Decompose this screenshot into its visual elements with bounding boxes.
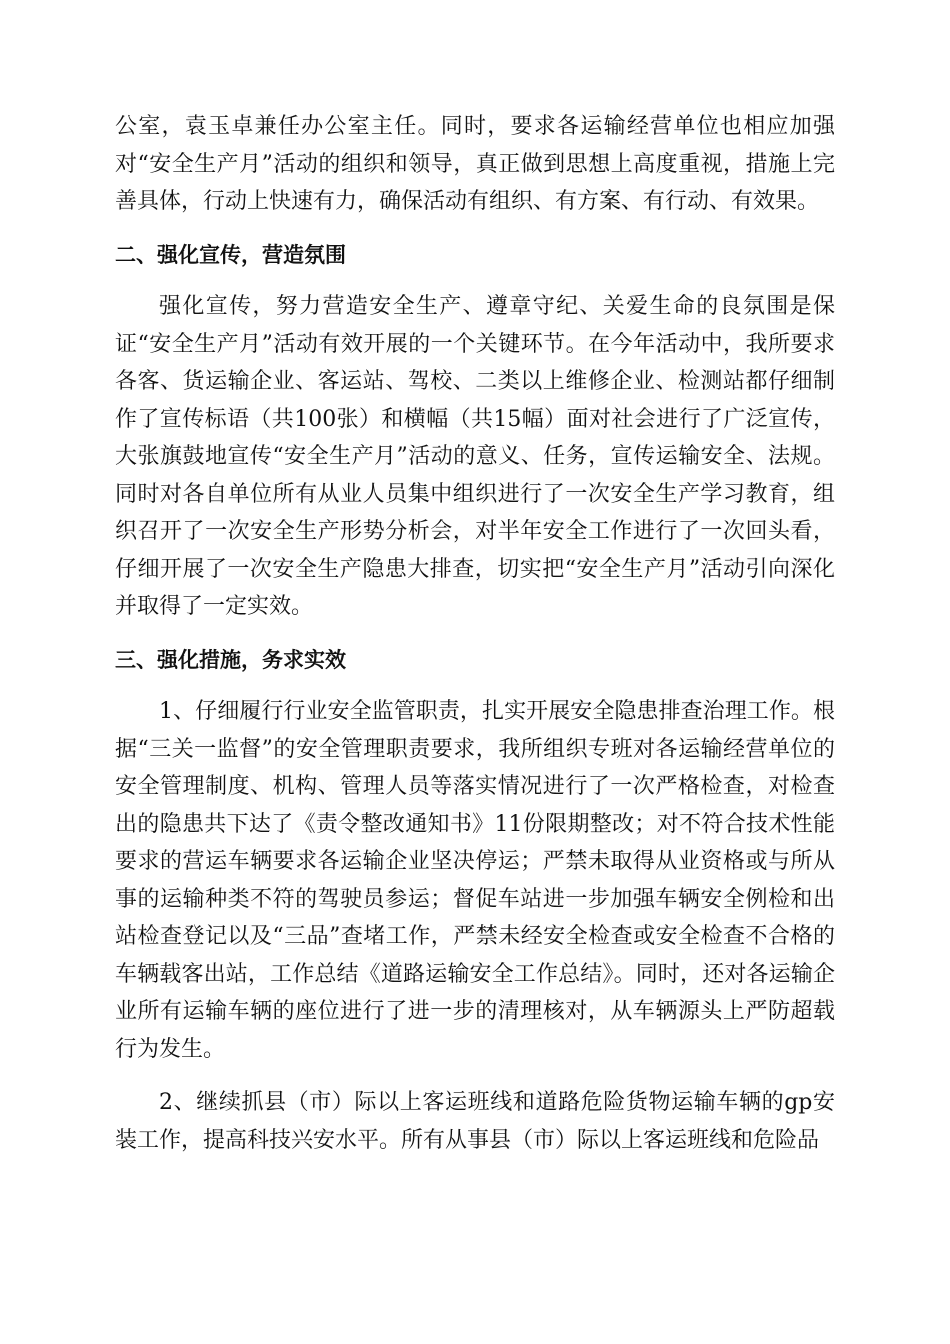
section-heading-3: 三、强化措施，务求实效 — [115, 646, 346, 672]
paragraph-continuation: 公室，袁玉卓兼任办公室主任。同时，要求各运输经营单位也相应加强对“安全生产月”活动的组织和领导，真正做到思想上高度重视，措施上完善具体，行动上快速有力，确保活动有组织、有方案、有行动、有效果。 — [115, 114, 835, 214]
document-body — [115, 108, 835, 1159]
paragraph-measure-1: 1、仔细履行行业安全监管职责，扎实开展安全隐患排查治理工作。根据“三关一监督”的安全管理职责要求，我所组织专班对各运输经营单位的安全管理制度、机构、管理人员等落实情况进行了一次严格检查，对检查出的隐患共下达了《责令整改通知书》11份限期整改；对不符合技术性能要求的营运车辆要求各运输企业坚决停运；严禁未取得从业资格或与所从事的运输种类不符的驾驶员参运；督促车站进一步加强车辆安全例检和出站检查登记以及“三品”查堵工作，严禁未经安全检查或安全检查不合格的车辆载客出站，工作总结《道路运输安全工作总结》。同时，还对各运输企业所有运输车辆的座位进行了进一步的清理核对，从车辆源头上严防超载行为发生。 — [115, 699, 835, 1062]
section-heading-2: 二、强化宣传，营造氛围 — [115, 241, 346, 267]
paragraph-measure-2: 2、继续抓县（市）际以上客运班线和道路危险货物运输车辆的gp安装工作，提高科技兴安水平。所有从事县（市）际以上客运班线和危险品 — [115, 1090, 835, 1153]
paragraph-publicity: 强化宣传，努力营造安全生产、遵章守纪、关爱生命的良氛围是保证“安全生产月”活动有效开展的一个关键环节。在今年活动中，我所要求各客、货运输企业、客运站、驾校、二类以上维修企业、检测站都仔细制作了宣传标语（共100张）和横幅（共15幅）面对社会进行了广泛宣传，大张旗鼓地宣传“安全生产月”活动的意义、任务，宣传运输安全、法规。同时对各自单位所有从业人员集中组织进行了一次安全生产学习教育，组织召开了一次安全生产形势分析会，对半年安全工作进行了一次回头看，仔细开展了一次安全生产隐患大排查，切实把“安全生产月”活动引向深化并取得了一定实效。 — [115, 294, 835, 619]
